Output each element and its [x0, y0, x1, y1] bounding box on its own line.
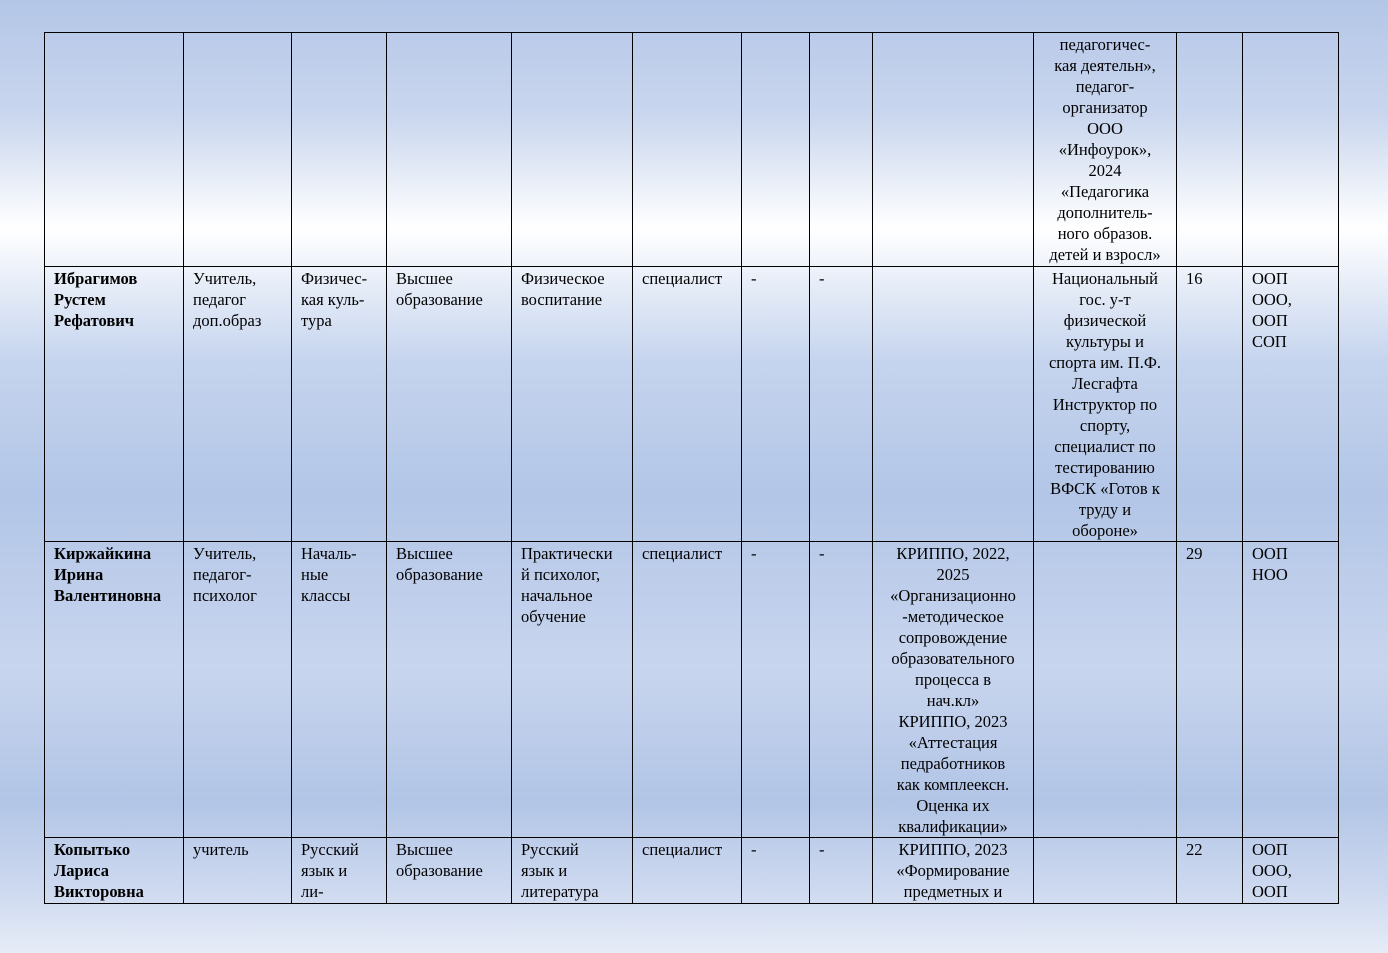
- cell-degree: [742, 33, 810, 267]
- cell-name-text: Копытько Лариса Викторовна: [54, 840, 144, 901]
- cell-degree: [742, 838, 810, 904]
- table-row: [45, 33, 1339, 267]
- cell-subject-text: Русский язык и ли-: [301, 840, 359, 901]
- cell-title: -: [810, 542, 873, 838]
- cell-position: [184, 33, 292, 267]
- cell-specialty-text: Русский язык и литература: [521, 840, 599, 901]
- cell-experience: 29: [1177, 542, 1243, 838]
- cell-education: Высшее образование: [387, 542, 512, 838]
- cell-specialty: Физическое воспитание: [512, 267, 633, 542]
- cell-experience: [1177, 838, 1243, 904]
- cell-name: Киржайкина Ирина Валентиновна: [45, 542, 184, 838]
- cell-training: [873, 838, 1034, 904]
- table-row: [45, 267, 1339, 542]
- cell-programs: [1243, 838, 1339, 904]
- cell-title: [810, 33, 873, 267]
- cell-name: [45, 838, 184, 904]
- cell-qualification: специалист: [633, 267, 742, 542]
- cell-specialty: [512, 838, 633, 904]
- cell-title-text: -: [819, 840, 825, 859]
- cell-title: [810, 838, 873, 904]
- cell-qualification: специалист: [633, 542, 742, 838]
- cell-specialty: [512, 33, 633, 267]
- cell-subject: [292, 33, 387, 267]
- table-row: [45, 838, 1339, 904]
- cell-education: [387, 838, 512, 904]
- cell-qualification: [633, 33, 742, 267]
- cell-subject: Началь- ные классы: [292, 542, 387, 838]
- cell-training: КРИППО, 2022, 2025 «Организационно -методическое сопровождение образовательного процесса в нач.кл» КРИППО, 2023 «Аттестация педработников как комплеексн. Оценка их квалификации»: [873, 542, 1034, 838]
- cell-degree: -: [742, 267, 810, 542]
- table-row: [45, 542, 1339, 838]
- cell-education-text: Высшее образование: [396, 840, 483, 880]
- cell-degree: -: [742, 542, 810, 838]
- cell-name: Ибрагимов Рустем Рефатович: [45, 267, 184, 542]
- staff-table: [44, 32, 1339, 904]
- cell-title: -: [810, 267, 873, 542]
- cell-experience: [1177, 33, 1243, 267]
- cell-programs: ООП ООО, ООП СОП: [1243, 267, 1339, 542]
- cell-retraining-text: [1037, 839, 1173, 903]
- cell-programs-text: ООП ООО, ООП: [1252, 840, 1292, 901]
- cell-retraining: [1034, 838, 1177, 904]
- cell-experience-text: 22: [1186, 840, 1203, 859]
- cell-programs: [1243, 33, 1339, 267]
- cell-training-text: КРИППО, 2023 «Формирование предметных и: [896, 840, 1010, 901]
- cell-qualification-text: специалист: [642, 840, 723, 859]
- cell-position: [184, 838, 292, 904]
- cell-qualification: [633, 838, 742, 904]
- cell-subject: Физичес- кая куль- тура: [292, 267, 387, 542]
- cell-training: [873, 33, 1034, 267]
- cell-name: [45, 33, 184, 267]
- cell-position-text: учитель: [193, 840, 249, 859]
- cell-retraining: [1034, 542, 1177, 838]
- cell-specialty: Практически й психолог, начальное обучение: [512, 542, 633, 838]
- cell-degree-text: -: [751, 840, 757, 859]
- cell-programs: ООП НОО: [1243, 542, 1339, 838]
- cell-retraining: Национальный гос. у-т физической культуры и спорта им. П.Ф. Лесгафта Инструктор по спорту, специалист по тестированию ВФСК «Готов к труду и обороне»: [1034, 267, 1177, 542]
- cell-subject: [292, 838, 387, 904]
- cell-position: Учитель, педагог- психолог: [184, 542, 292, 838]
- cell-education: Высшее образование: [387, 267, 512, 542]
- cell-retraining: педагогичес- кая деятельн», педагог- организатор ООО «Инфоурок», 2024 «Педагогика дополнитель- ного образов. детей и взросл»: [1034, 33, 1177, 267]
- cell-education: [387, 33, 512, 267]
- cell-experience: 16: [1177, 267, 1243, 542]
- cell-position: Учитель, педагог доп.образ: [184, 267, 292, 542]
- cell-training: [873, 267, 1034, 542]
